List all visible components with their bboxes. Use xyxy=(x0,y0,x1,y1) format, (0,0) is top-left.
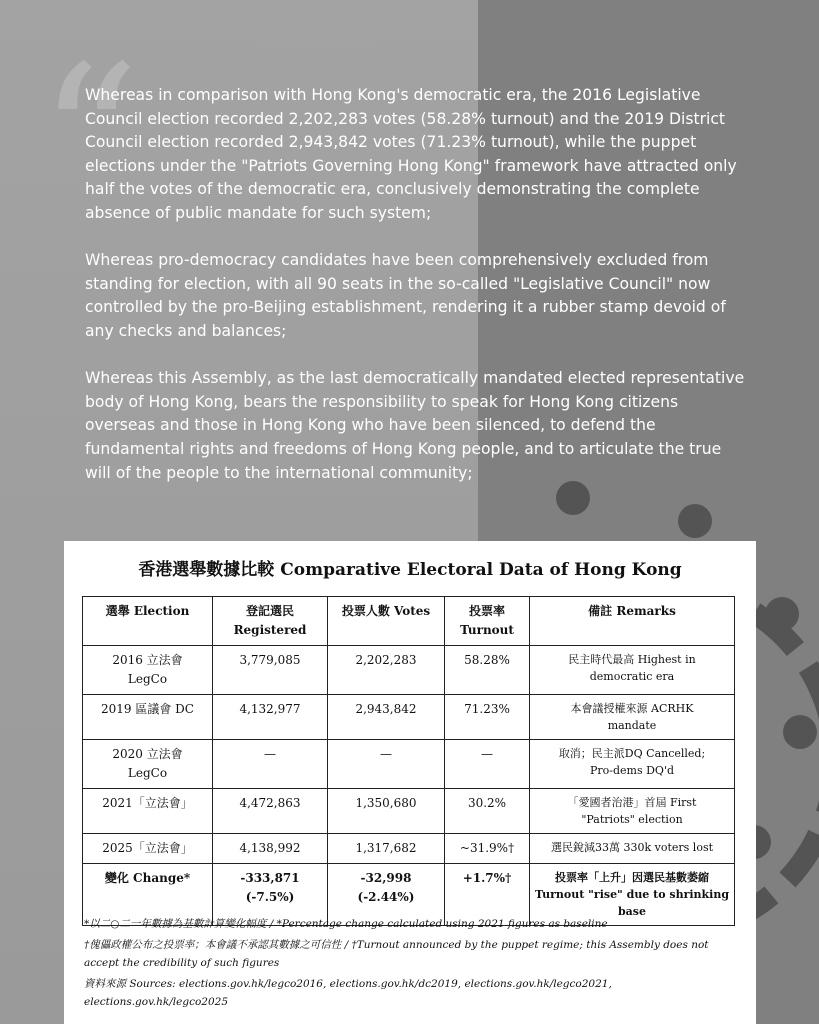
table-row: 2021「立法會」 4,472,863 1,350,680 30.2% 「愛國者治港」首屆 First "Patriots" election xyxy=(83,789,735,834)
table-row: 2019 區議會 DC 4,132,977 2,943,842 71.23% 本會議授權來源 ACRHK mandate xyxy=(83,695,735,740)
footnote: *以二○二一年數據為基數計算變化幅度 / *Percentage change calculated using 2021 figures as baseline xyxy=(84,918,608,930)
footnote: 資料來源 Sources: elections.gov.hk/legco2016, elections.gov.hk/dc2019, elections.gov.hk/legco2021, elections.gov.hk/legco2025 xyxy=(84,978,612,1008)
electoral-data-card xyxy=(64,541,756,1024)
paragraph: Whereas in comparison with Hong Kong's democratic era, the 2016 Legislative Council election recorded 2,202,283 votes (58.28% turnout) and the 2019 District Council election recorded 2,943,842 votes (71.23% turnout), while the puppet elections under the "Patriots Governing Hong Kong" framework have attracted only half the votes of the democratic era, conclusively demonstrating the complete absence of public mandate for such system; xyxy=(85,86,737,222)
column-header-turnout: 投票率 Turnout xyxy=(445,597,530,646)
table-header-row xyxy=(83,597,735,646)
column-header-registered: 登記選民 Registered xyxy=(213,597,328,646)
footnote: †傀儡政權公布之投票率；本會議不承認其數據之可信性 / †Turnout announced by the puppet regime; this Assembly does not accept the credibility of such figures xyxy=(84,939,709,969)
electoral-data-table xyxy=(82,596,735,926)
table-title: 香港選舉數據比較 Comparative Electoral Data of Hong Kong xyxy=(138,560,682,580)
column-header-election: 選舉 Election xyxy=(83,597,213,646)
paragraph: Whereas this Assembly, as the last democratically mandated elected representative body of Hong Kong, bears the responsibility to speak for Hong Kong citizens overseas and those in Hong Kong who have been silenced, to defend the fundamental rights and freedoms of Hong Kong people, and to articulate the true will of the people to the international community; xyxy=(85,369,745,482)
table-row: 2020 立法會 LegCo — — — 取消；民主派DQ Cancelled; Pro-dems DQ'd xyxy=(83,740,735,789)
table-row-change: 變化 Change* -333,871 (-7.5%) -32,998 (-2.44%) +1.7%† 投票率「上升」因選民基數萎縮 Turnout "rise" due to shrinking base xyxy=(83,864,735,926)
quote-mark-icon: “ xyxy=(38,23,141,256)
paragraph: Whereas pro-democracy candidates have been comprehensively excluded from standing for election, with all 90 seats in the so-called "Legislative Council" now controlled by the pro-Beijing establishment, rendering it a rubber stamp devoid of any checks and balances; xyxy=(85,251,726,340)
column-header-votes: 投票人數 Votes xyxy=(328,597,445,646)
table-row: 2025「立法會」 4,138,992 1,317,682 ~31.9%† 選民銳減33萬 330k voters lost xyxy=(83,834,735,864)
column-header-remarks: 備註 Remarks xyxy=(530,597,735,646)
table-row: 2016 立法會 LegCo 3,779,085 2,202,283 58.28% 民主時代最高 Highest in democratic era xyxy=(83,646,735,695)
table-footnotes xyxy=(84,915,744,1014)
resolution-text xyxy=(85,84,745,509)
